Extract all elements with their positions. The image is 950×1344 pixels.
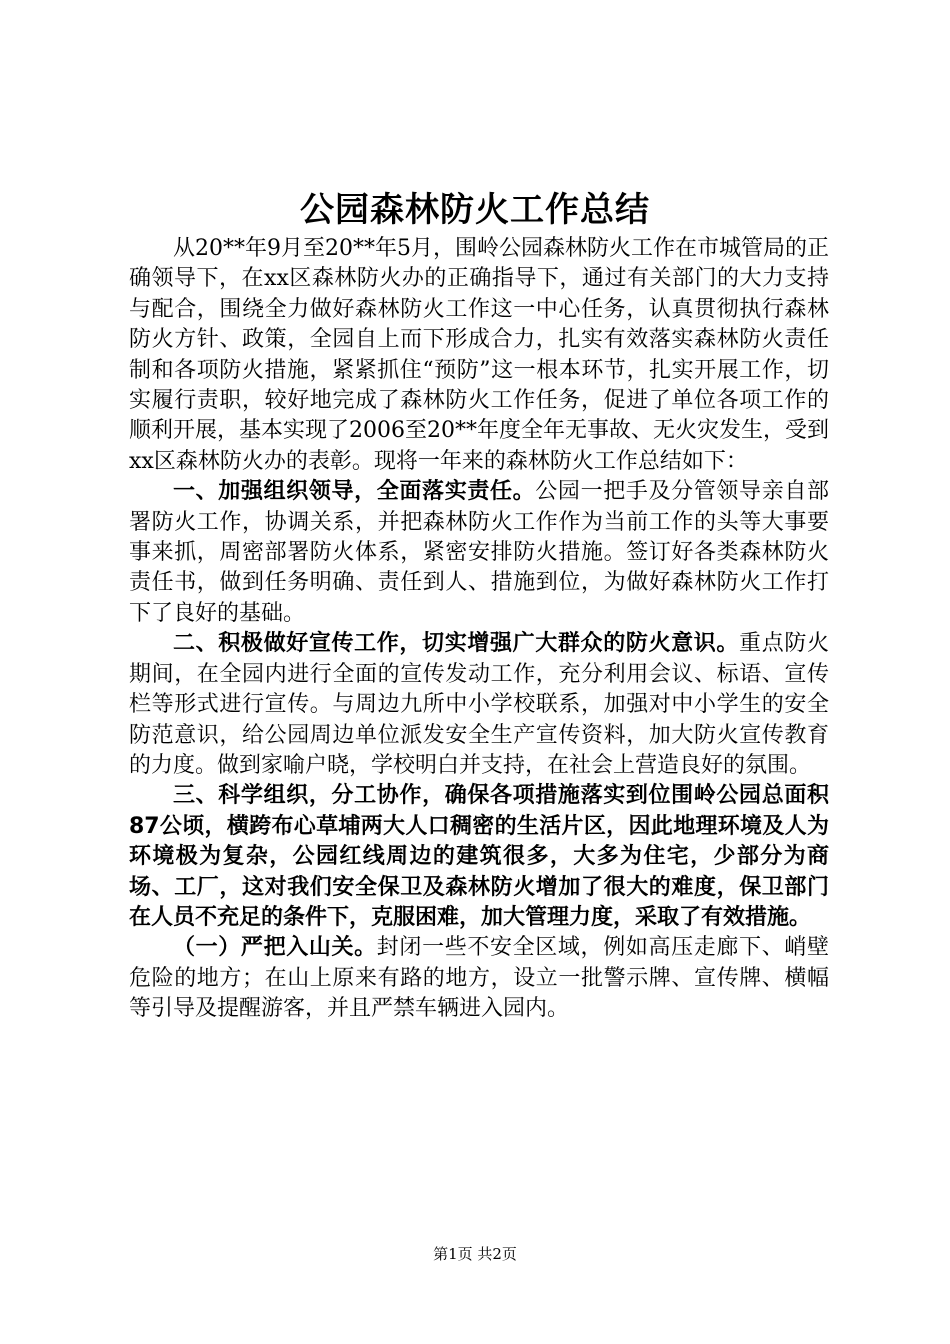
section-2-text: 重点防火期间，在全园内进行全面的宣传发动工作，充分利用会议、标语、宣传栏等形式进行宣传。与周边九所中小学校联系，加强对中小学生的安全防范意识，给公园周边单位派发安全生产宣传资料，加大防火宣传教育的力度。做到家喻户晓，学校明白并支持，在社会上营造良好的氛围。 [129, 631, 829, 778]
document-body [129, 234, 829, 1025]
page-footer: 第1页 共2页 [433, 1245, 517, 1263]
section-1-heading: 一、加强组织领导，全面落实责任。 [173, 479, 536, 505]
section-1-text: 公园一把手及分管领导亲自部署防火工作，协调关系，并把森林防火工作作为当前工作的头等大事要事来抓，周密部署防火体系，紧密安排防火措施。签订好各类森林防火责任书，做到任务明确、责任到人、措施到位，为做好森林防火工作打下了良好的基础。 [129, 479, 829, 626]
section-2-paragraph [129, 629, 829, 781]
intro-text: 从20**年9月至20**年5月，围岭公园森林防火工作在市城管局的正确领导下，在xx区森林防火办的正确指导下，通过有关部门的大力支持与配合，围绕全力做好森林防火工作这一中心任务，认真贯彻执行森林防火方针、政策，全园自上而下形成合力，扎实有效落实森林防火责任制和各项防火措施，紧紧抓住“预防”这一根本环节，扎实开展工作，切实履行责职，较好地完成了森林防火工作任务，促进了单位各项工作的顺利开展，基本实现了2006至20**年度全年无事故、无火灾发生，受到xx区森林防火办的表彰。现将一年来的森林防火工作总结如下： [129, 236, 829, 474]
subsection-1-paragraph [129, 933, 829, 1024]
document-title: 公园森林防火工作总结 [300, 190, 650, 230]
section-3-paragraph [129, 781, 829, 933]
intro-paragraph [129, 234, 829, 477]
subsection-1-text: 封闭一些不安全区域，例如高压走廊下、峭壁危险的地方；在山上原来有路的地方，设立一批警示牌、宣传牌、横幅等引导及提醒游客，并且严禁车辆进入园内。 [129, 935, 829, 1022]
section-3-heading: 三、科学组织，分工协作，确保各项措施落实到位围岭公园总面积87公顷，横跨布心草埔两大人口稠密的生活片区，因此地理环境及人为环境极为复杂，公园红线周边的建筑很多，大多为住宅，少部分为商场、工厂，这对我们安全保卫及森林防火增加了很大的难度，保卫部门在人员不充足的条件下，克服困难，加大管理力度，采取了有效措施。 [129, 783, 829, 930]
section-2-heading: 二、积极做好宣传工作，切实增强广大群众的防火意识。 [173, 631, 740, 657]
subsection-1-heading: （一）严把入山关。 [173, 935, 377, 961]
section-1-paragraph [129, 477, 829, 629]
